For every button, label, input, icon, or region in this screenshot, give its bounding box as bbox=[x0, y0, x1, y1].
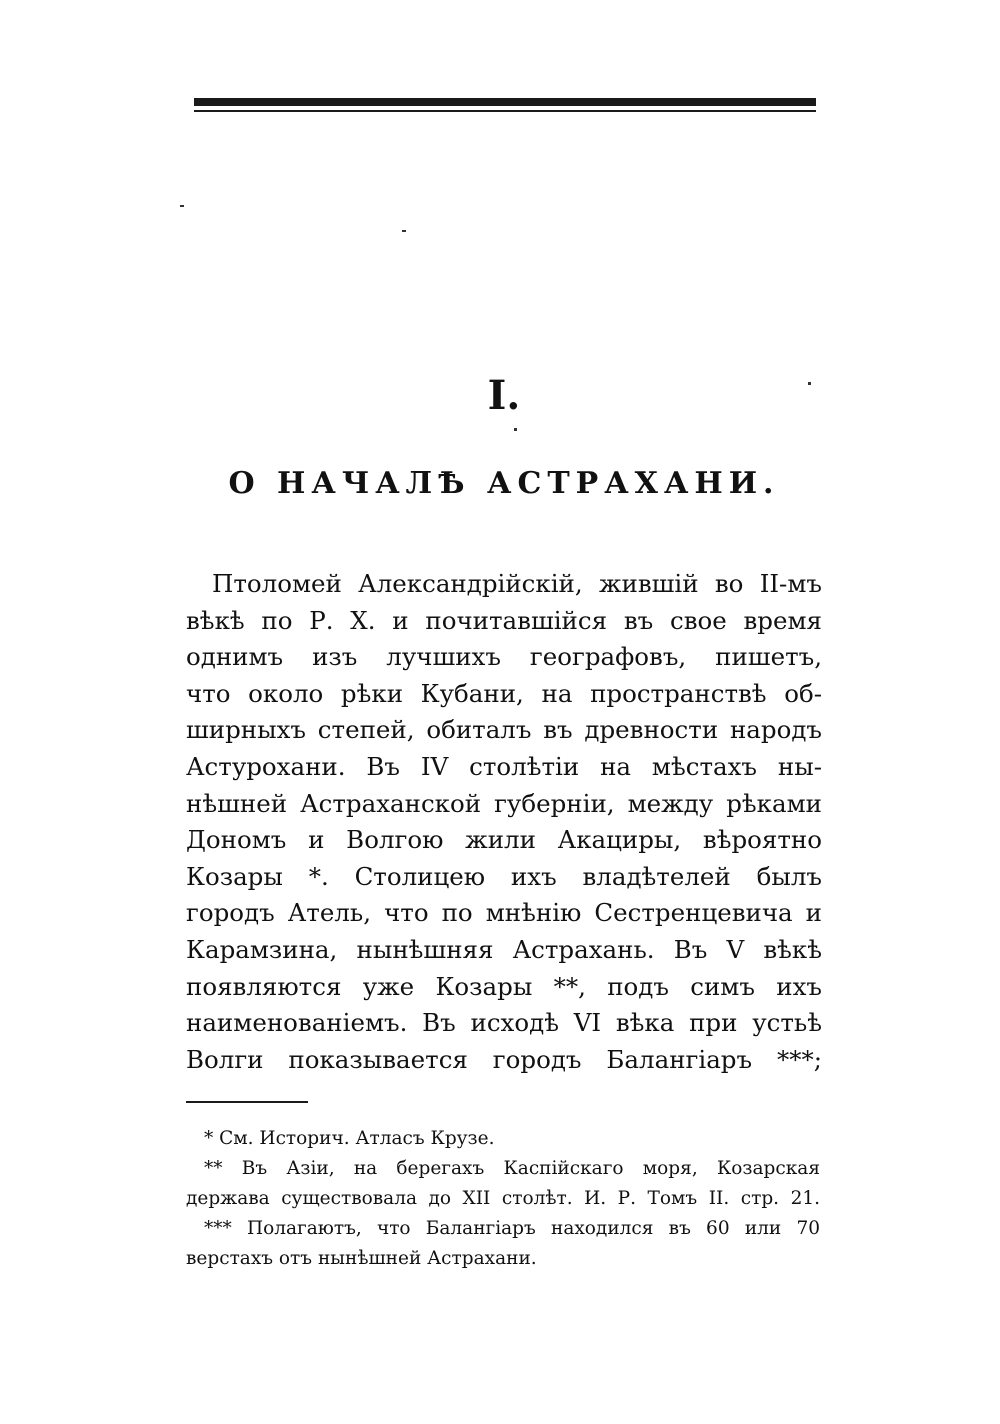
footnote-line: * См. Историч. Атласъ Крузе. bbox=[204, 1128, 495, 1149]
body-line: городъ Атель, что по мнѣнію Сестренцевича и bbox=[186, 898, 822, 928]
chapter-title: О НАЧАЛѢ АСТРАХАНИ. bbox=[228, 466, 780, 501]
body-line: Астурохани. Въ IV столѣтіи на мѣстахъ ны- bbox=[186, 751, 822, 781]
footnote-line: *** Полагаютъ, что Балангіаръ находился въ 60 или 70 bbox=[204, 1218, 820, 1239]
body-line: вѣкѣ по Р. Х. и почитавшійся въ свое время bbox=[186, 605, 822, 635]
footnote-line: держава существовала до XII столѣт. И. Р. Томъ II. стр. 21. bbox=[186, 1188, 820, 1209]
body-line: наименованіемъ. Въ исходѣ VI вѣка при устьѣ bbox=[186, 1008, 822, 1038]
footnotes bbox=[186, 1124, 820, 1274]
body-line: Дономъ и Волгою жили Акациры, вѣроятно bbox=[186, 825, 822, 855]
page-speck bbox=[402, 230, 406, 232]
body-line: нѣшней Астраханской губерніи, между рѣками bbox=[186, 788, 822, 818]
page-speck bbox=[180, 205, 184, 207]
body-line: что около рѣки Кубани, на пространствѣ об- bbox=[186, 678, 822, 708]
body-line: ширныхъ степей, обиталъ въ древности народъ bbox=[186, 715, 822, 745]
body-line: однимъ изъ лучшихъ географовъ, пишетъ, bbox=[186, 642, 822, 672]
footnote-line: ** Въ Азіи, на берегахъ Каспійскаго моря, Козарская bbox=[204, 1158, 820, 1179]
top-thin-rule bbox=[194, 110, 816, 112]
footnote-line: верстахъ отъ нынѣшней Астрахани. bbox=[186, 1248, 537, 1269]
body-text bbox=[186, 566, 822, 1078]
body-line: появляются уже Козары **, подъ симъ ихъ bbox=[186, 971, 822, 1001]
page-speck bbox=[514, 428, 517, 431]
top-decorative-rule bbox=[194, 98, 816, 106]
body-line: Карамзина, нынѣшняя Астрахань. Въ V вѣкѣ bbox=[186, 934, 822, 964]
body-line: Козары *. Столицею ихъ владѣтелей былъ bbox=[186, 861, 822, 891]
body-line: Волги показывается городъ Балангіаръ ***; bbox=[186, 1044, 822, 1074]
chapter-number: I. bbox=[487, 372, 521, 419]
body-line: Птоломей Александрійскій, жившій во II-мъ bbox=[212, 569, 822, 598]
footnote-rule bbox=[186, 1101, 308, 1103]
